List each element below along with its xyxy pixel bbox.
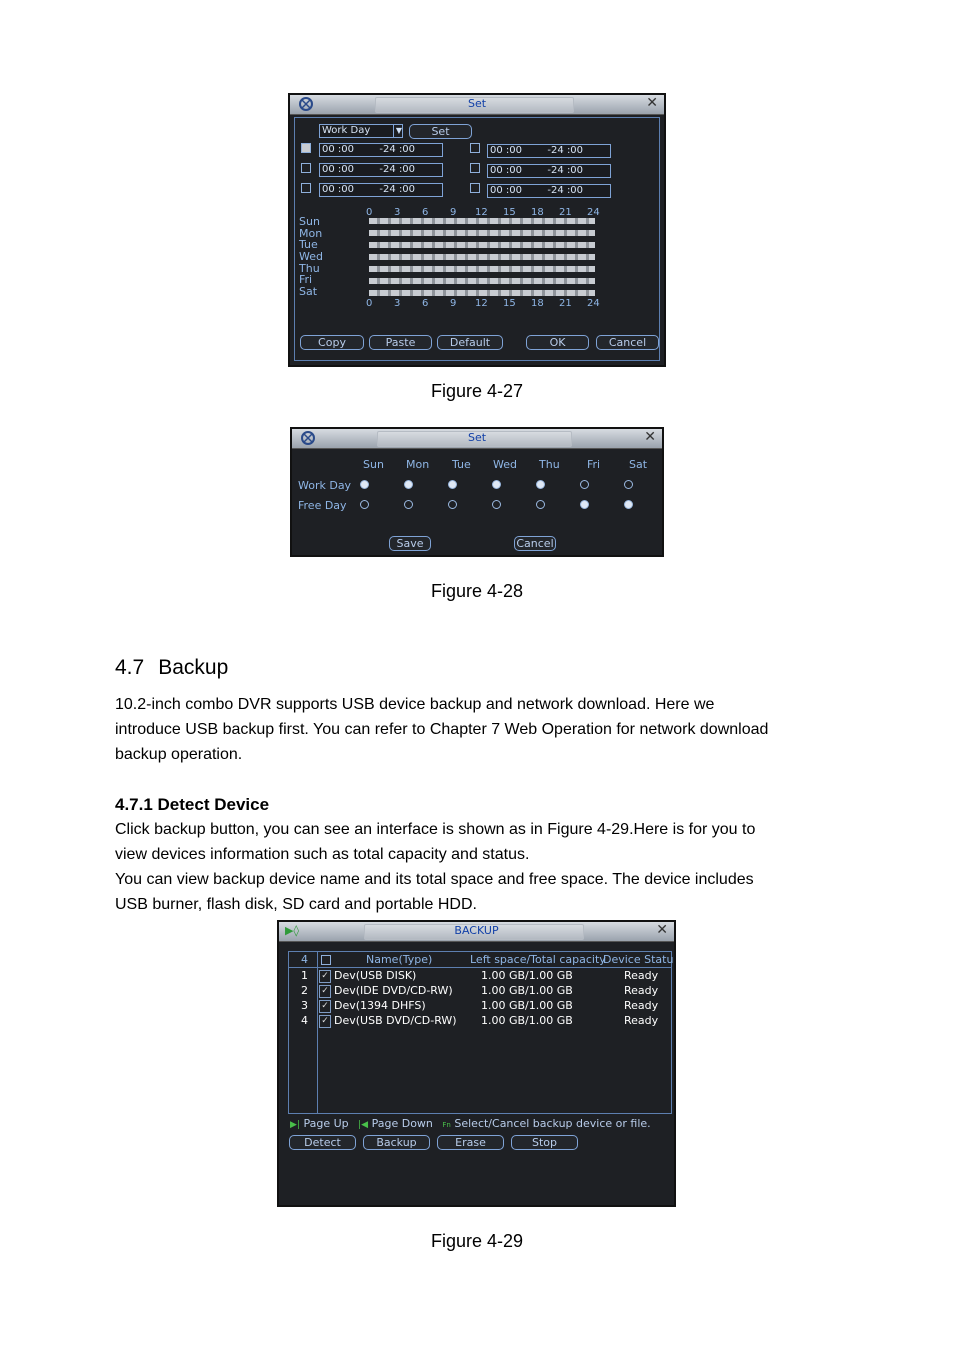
work-day-radio[interactable] xyxy=(492,480,501,489)
hour-label: 21 xyxy=(559,207,572,218)
row-checkbox[interactable]: ✓ xyxy=(319,1015,331,1028)
day-header: Sun xyxy=(363,458,384,471)
day-bar[interactable] xyxy=(369,278,595,284)
logo-icon xyxy=(298,96,314,112)
device-status: Ready xyxy=(624,999,659,1012)
work-day-radio[interactable] xyxy=(536,480,545,489)
row-checkbox[interactable]: ✓ xyxy=(319,970,331,983)
device-status: Ready xyxy=(624,969,659,982)
close-icon[interactable]: ✕ xyxy=(644,429,656,445)
dialog-title: Set xyxy=(467,431,487,444)
day-label: Mon xyxy=(299,227,323,240)
period-checkbox-6[interactable] xyxy=(470,183,480,193)
table-header xyxy=(289,953,674,968)
free-day-radio[interactable] xyxy=(580,500,589,509)
day-header: Wed xyxy=(493,458,517,471)
day-bar[interactable] xyxy=(369,242,595,248)
period-checkbox-4[interactable] xyxy=(470,143,480,153)
period-checkbox-3[interactable] xyxy=(301,183,311,193)
hour-label: 6 xyxy=(422,298,429,309)
device-status: Ready xyxy=(624,1014,659,1027)
day-bar[interactable] xyxy=(369,230,595,236)
row-number: 1 xyxy=(301,969,308,982)
free-day-radio[interactable] xyxy=(448,500,457,509)
col-name: Name(Type) xyxy=(366,953,433,966)
section-number: 4.7 xyxy=(115,656,145,679)
day-type-dropdown[interactable]: Work Day xyxy=(319,124,403,138)
text-line: view devices information such as total capacity and status. xyxy=(115,846,530,863)
period-time-field[interactable]: 00 :00 -24 :00 xyxy=(319,143,443,157)
erase-button[interactable]: Erase xyxy=(437,1135,504,1150)
table-row[interactable] xyxy=(289,1014,671,1029)
text-line: Click backup button, you can see an interface is shown as in Figure 4-29.Here is for you to xyxy=(115,821,756,838)
title-bar xyxy=(290,95,664,115)
hour-label: 21 xyxy=(559,298,572,309)
text-line: 10.2-inch combo DVR supports USB device backup and network download. Here we xyxy=(115,696,715,713)
section-title: Backup xyxy=(158,656,229,679)
backup-dialog xyxy=(277,920,676,1207)
schedule-set-dialog xyxy=(288,93,666,367)
title-bar xyxy=(292,429,662,449)
free-day-radio[interactable] xyxy=(492,500,501,509)
row-number: 4 xyxy=(301,1014,308,1027)
page-down-icon: |◀ xyxy=(358,1120,369,1130)
row-checkbox[interactable]: ✓ xyxy=(319,1000,331,1013)
period-time-field[interactable]: 00 :00 -24 :00 xyxy=(487,164,611,178)
day-header: Sat xyxy=(629,458,648,471)
day-header: Fri xyxy=(587,458,601,471)
day-label: Wed xyxy=(299,250,323,263)
hour-label: 15 xyxy=(503,298,516,309)
row-checkbox[interactable]: ✓ xyxy=(319,985,331,998)
day-header: Mon xyxy=(406,458,430,471)
day-header: Thu xyxy=(539,458,560,471)
text-line: You can view backup device name and its total space and free space. The device includes xyxy=(115,871,754,888)
table-row[interactable] xyxy=(289,969,671,984)
hour-label: 18 xyxy=(531,298,544,309)
table-row[interactable] xyxy=(289,984,671,999)
hour-label: 3 xyxy=(394,298,401,309)
col-space: Left space/Total capacity xyxy=(470,953,606,966)
period-checkbox-2[interactable] xyxy=(301,163,311,173)
cancel-button[interactable]: Cancel xyxy=(514,536,556,551)
work-day-label: Work Day xyxy=(298,479,352,492)
day-label: Tue xyxy=(299,238,318,251)
hour-label: 3 xyxy=(394,207,401,218)
free-day-radio[interactable] xyxy=(624,500,633,509)
chevron-down-icon[interactable]: ▼ xyxy=(393,124,404,138)
day-label: Thu xyxy=(299,262,320,275)
copy-button[interactable]: Copy xyxy=(300,335,364,350)
period-checkbox-5[interactable] xyxy=(470,163,480,173)
device-space: 1.00 GB/1.00 GB xyxy=(481,999,573,1012)
table-row[interactable] xyxy=(289,999,671,1014)
row-number: 3 xyxy=(301,999,308,1012)
free-day-radio[interactable] xyxy=(536,500,545,509)
save-button[interactable]: Save xyxy=(389,536,431,551)
figure-caption: Figure 4-28 xyxy=(430,581,524,601)
select-all-checkbox[interactable] xyxy=(321,955,331,965)
dialog-title: BACKUP xyxy=(454,924,499,937)
schedule-timeline[interactable] xyxy=(369,218,595,298)
text-line: backup operation. xyxy=(115,746,243,763)
day-bar[interactable] xyxy=(369,218,595,224)
col-status: Device Statu xyxy=(603,953,674,966)
text-line: USB burner, flash disk, SD card and portable HDD. xyxy=(115,896,477,913)
dialog-title: Set xyxy=(467,97,487,110)
subsection-heading: 4.7.1 Detect Device xyxy=(115,795,270,814)
hour-label: 9 xyxy=(450,298,457,309)
figure-caption: Figure 4-27 xyxy=(430,381,524,401)
work-day-radio[interactable] xyxy=(624,480,633,489)
set-button[interactable]: Set xyxy=(409,124,472,139)
hour-label: 18 xyxy=(531,207,544,218)
ok-button[interactable]: OK xyxy=(526,335,589,350)
paste-button[interactable]: Paste xyxy=(369,335,432,350)
stop-button[interactable]: Stop xyxy=(511,1135,578,1150)
cancel-button[interactable]: Cancel xyxy=(596,335,659,350)
work-day-radio[interactable] xyxy=(580,480,589,489)
free-day-label: Free Day xyxy=(298,499,347,512)
close-icon[interactable]: ✕ xyxy=(656,922,668,938)
select-hint: Select/Cancel backup device or file. xyxy=(454,1117,651,1130)
hour-label: 0 xyxy=(366,207,373,218)
free-day-radio[interactable] xyxy=(360,500,369,509)
period-time-field[interactable]: 00 :00 -24 :00 xyxy=(319,183,443,197)
page-up-hint: Page Up xyxy=(303,1117,349,1130)
device-space: 1.00 GB/1.00 GB xyxy=(481,984,573,997)
hour-label: 9 xyxy=(450,207,457,218)
work-day-radio[interactable] xyxy=(404,480,413,489)
hour-label: 0 xyxy=(366,298,373,309)
detect-button[interactable]: Detect xyxy=(289,1135,356,1150)
day-label: Sat xyxy=(299,285,318,298)
work-day-radio[interactable] xyxy=(448,480,457,489)
day-bar[interactable] xyxy=(369,254,595,260)
period-time-field[interactable]: 00 :00 -24 :00 xyxy=(487,144,611,158)
hour-label: 12 xyxy=(475,298,488,309)
day-label: Sun xyxy=(299,215,320,228)
hour-label: 24 xyxy=(587,207,600,218)
hour-label: 15 xyxy=(503,207,516,218)
row-number: 2 xyxy=(301,984,308,997)
day-bar[interactable] xyxy=(369,290,595,296)
work-day-radio[interactable] xyxy=(360,480,369,489)
period-time-field[interactable]: 00 :00 -24 :00 xyxy=(319,163,443,177)
device-name: Dev(USB DISK) xyxy=(334,969,417,982)
hint-bar xyxy=(290,1117,651,1131)
detect-paragraph xyxy=(115,817,845,917)
fn-key-icon: Fn xyxy=(442,1121,451,1129)
page-down-hint: Page Down xyxy=(371,1117,433,1130)
title-bar xyxy=(279,922,674,942)
device-name: Dev(1394 DHFS) xyxy=(334,999,426,1012)
hour-label: 6 xyxy=(422,207,429,218)
device-list xyxy=(288,951,672,1114)
hour-label: 24 xyxy=(587,298,600,309)
device-count: 4 xyxy=(301,953,308,966)
device-name: Dev(IDE DVD/CD-RW) xyxy=(334,984,453,997)
device-status: Ready xyxy=(624,984,659,997)
close-icon[interactable]: ✕ xyxy=(646,95,658,111)
day-bar[interactable] xyxy=(369,266,595,272)
free-day-radio[interactable] xyxy=(404,500,413,509)
play-icon: ▶◊ xyxy=(285,924,299,937)
device-name: Dev(USB DVD/CD-RW) xyxy=(334,1014,457,1027)
intro-paragraph xyxy=(115,692,845,767)
default-button[interactable]: Default xyxy=(437,335,503,350)
backup-button[interactable]: Backup xyxy=(363,1135,430,1150)
day-label: Fri xyxy=(299,273,313,286)
device-space: 1.00 GB/1.00 GB xyxy=(481,969,573,982)
text-line: introduce USB backup first. You can refer to Chapter 7 Web Operation for network download xyxy=(115,721,769,738)
section-heading xyxy=(115,656,228,680)
page-up-icon: ▶| xyxy=(290,1120,300,1130)
period-time-field[interactable]: 00 :00 -24 :00 xyxy=(487,184,611,198)
hour-label: 12 xyxy=(475,207,488,218)
workday-set-dialog xyxy=(290,427,664,557)
logo-icon xyxy=(300,430,316,446)
period-checkbox-1[interactable] xyxy=(301,143,311,153)
day-header: Tue xyxy=(452,458,471,471)
figure-caption: Figure 4-29 xyxy=(430,1231,524,1251)
device-space: 1.00 GB/1.00 GB xyxy=(481,1014,573,1027)
